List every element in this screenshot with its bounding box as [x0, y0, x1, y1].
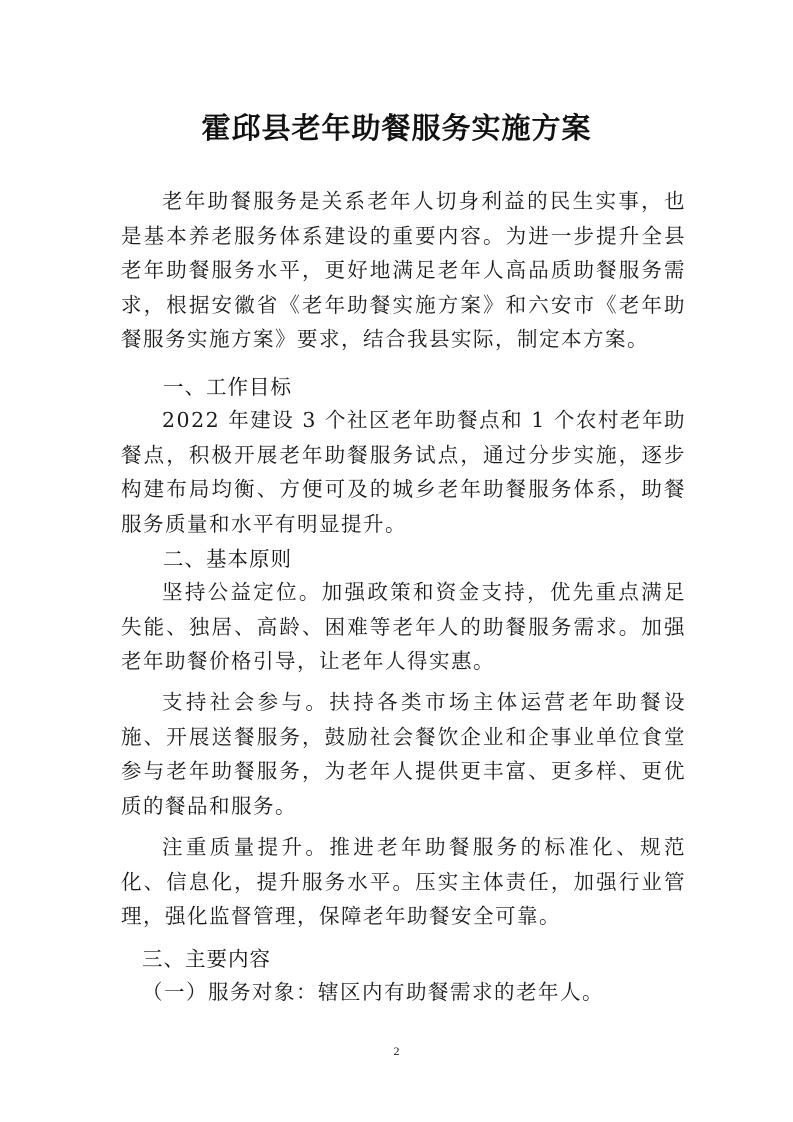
section1-paragraph: 2022 年建设 3 个社区老年助餐点和 1 个农村老年助餐点，积极开展老年助餐服务试点，通过分步实施，逐步构建布局均衡、方便可及的城乡老年助餐服务体系，助餐服务质量和水平有明显提升。: [121, 408, 686, 536]
principle3-paragraph: 注重质量提升。推进老年助餐服务的标准化、规范化、信息化，提升服务水平。压实主体责任，加强行业管理，强化监督管理，保障老年助餐安全可靠。: [121, 835, 686, 928]
intro-paragraph: 老年助餐服务是关系老年人切身利益的民生实事，也是基本养老服务体系建设的重要内容。为进一步提升全县老年助餐服务水平，更好地满足老年人高品质助餐服务需求，根据安徽省《老年助餐实施方案》和六安市《老年助餐服务实施方案》要求，结合我县实际，制定本方案。: [121, 189, 686, 351]
principle2-paragraph: 支持社会参与。扶持各类市场主体运营老年助餐设施、开展送餐服务，鼓励社会餐饮企业和企事业单位食堂参与老年助餐服务，为老年人提供更丰富、更多样、更优质的餐品和服务。: [121, 690, 686, 818]
section2-heading: 二、基本原则: [163, 547, 292, 571]
page-number: 2: [393, 1044, 400, 1058]
section3-heading: 三、主要内容: [142, 947, 271, 971]
section1-heading: 一、工作目标: [163, 375, 292, 399]
section3-item1: （一）服务对象：辖区内有助餐需求的老年人。: [142, 980, 604, 1004]
document-title: 霍邱县老年助餐服务实施方案: [201, 111, 592, 145]
principle1-paragraph: 坚持公益定位。加强政策和资金支持，优先重点满足失能、独居、高龄、困难等老年人的助餐服务需求。加强老年助餐价格引导，让老年人得实惠。: [121, 580, 686, 673]
